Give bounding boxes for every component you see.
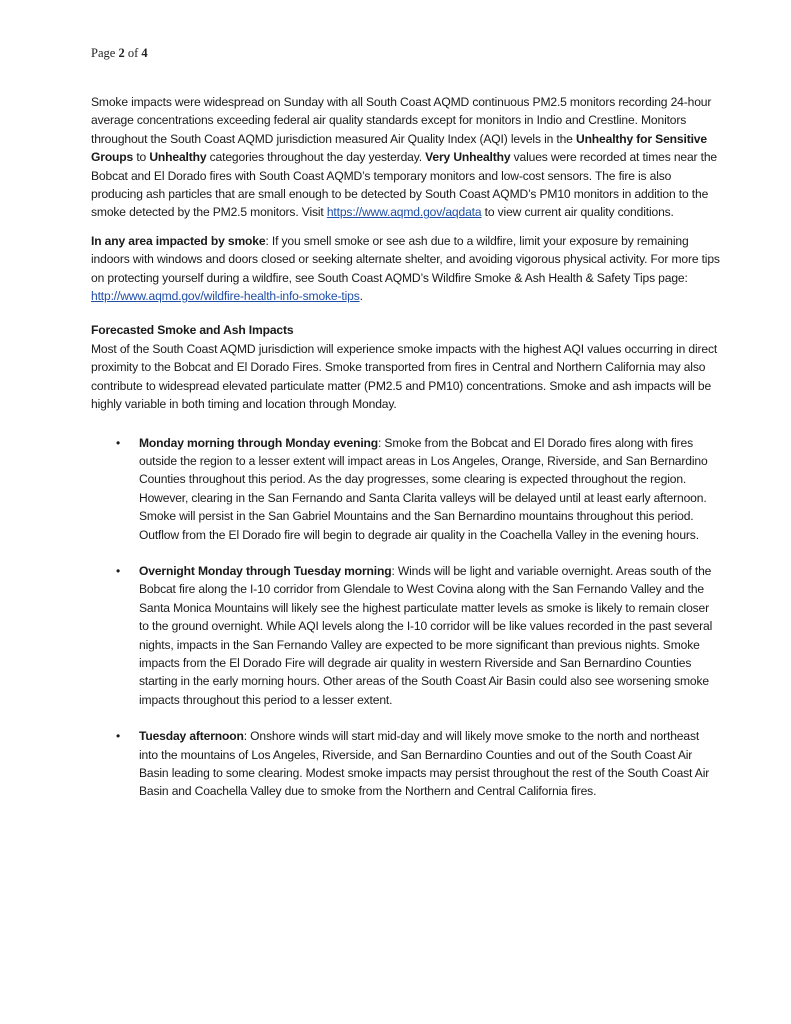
page-current: 2 bbox=[118, 46, 125, 60]
intro-text: to view current air quality conditions. bbox=[481, 205, 674, 220]
smoke-tips-lead: In any area impacted by smoke bbox=[91, 233, 266, 248]
page-prefix: Page bbox=[91, 46, 119, 60]
page-total: 4 bbox=[141, 46, 148, 60]
forecast-paragraph: Most of the South Coast AQMD jurisdiction will experience smoke impacts with the highest AQI values occurring in direct proximity to the Bobcat and El Dorado Fires. Smoke transported from fires in Central and Northern California may also contribute to widespread elevated particulate matter (PM2.5 and PM10) concentrations. Smoke and ash impacts will be highly variable in both timing and location through Monday. bbox=[91, 341, 718, 412]
list-item bbox=[91, 434, 721, 544]
period-label: Monday morning through Monday evening bbox=[139, 435, 379, 450]
bullet-icon: • bbox=[116, 563, 121, 578]
period-label: Overnight Monday through Tuesday morning bbox=[139, 563, 392, 578]
intro-text: to bbox=[133, 150, 150, 165]
aqi-category-unhealthy: Unhealthy bbox=[149, 150, 207, 165]
intro-paragraph bbox=[91, 93, 721, 222]
bullet-icon: • bbox=[116, 729, 121, 744]
aqi-category-usg: Unhealthy for Sensitive Groups bbox=[91, 131, 707, 165]
aqi-category-very-unhealthy: Very Unhealthy bbox=[425, 150, 511, 165]
smoke-tips-text: . bbox=[359, 289, 363, 304]
period-text: : Winds will be light and variable overnight. Areas south of the Bobcat fire along the I-10 corridor from Glendale to West Covina along with the San Fernando Valley and the Santa Monica Mountains will likely see the highest particulate matter levels as smoke is likely to remain closer to the ground overnight. While AQI levels along the I-10 corridor will be like values recorded in the past several nights, impacts in the San Fernando Valley are expected to be more significant than previous nights. Smoke impacts from the El Dorado Fire will degrade air quality in western Riverside and San Bernardino Counties starting in the early morning hours. Other areas of the South Coast Air Basin could also see worsening smoke impacts throughout this period to a lesser extent. bbox=[139, 563, 713, 707]
intro-text: categories throughout the day yesterday. bbox=[206, 150, 426, 165]
page-number bbox=[91, 46, 148, 61]
forecast-list bbox=[91, 434, 721, 801]
period-text: : Smoke from the Bobcat and El Dorado fires along with fires outside the region to a lesser extent will impact areas in Los Angeles, Orange, Riverside, and San Bernardino Counties throughout this period. As the day progresses, some clearing is expected throughout the region. However, clearing in the San Fernando and Santa Clarita valleys will be delayed until at least early afternoon. Smoke will persist in the San Gabriel Mountains and the San Bernardino mountains throughout this period. Outflow from the El Dorado fire will begin to degrade air quality in the Coachella Valley in the evening hours. bbox=[139, 435, 708, 542]
smoke-tips-text: : If you smell smoke or see ash due to a wildfire, limit your exposure by remaining indoors with windows and doors closed or seeking alternate shelter, and avoiding vigorous physical activity. For more tips on protecting yourself during a wildfire, see South Coast AQMD’s Wildfire Smoke & Ash Health & Safety Tips page: bbox=[91, 233, 720, 285]
intro-text: Smoke impacts were widespread on Sunday with all South Coast AQMD continuous PM2.5 monitors recording 24-hour average concentrations exceeding federal air quality standards except for monitors in Indio and Crestline. Monitors throughout the South Coast AQMD jurisdiction measured Air Quality Index (AQI) levels in the bbox=[91, 95, 712, 146]
aqdata-link[interactable]: https://www.aqmd.gov/aqdata bbox=[326, 205, 482, 220]
forecast-heading: Forecasted Smoke and Ash Impacts bbox=[91, 323, 294, 338]
document-body bbox=[91, 93, 721, 819]
page-of: of bbox=[124, 46, 142, 60]
smoke-tips-link[interactable]: http://www.aqmd.gov/wildfire-health-info-smoke-tips bbox=[91, 289, 360, 304]
period-text: : Onshore winds will start mid-day and will likely move smoke to the north and northeast into the mountains of Los Angeles, Riverside, and San Bernardino Counties and out of the South Coast Air Basin leading to some clearing. Modest smoke impacts may persist throughout the rest of the South Coast Air Basin and Coachella Valley due to smoke from the Northern and Central California fires. bbox=[139, 729, 710, 799]
intro-text: values were recorded at times near the Bobcat and El Dorado fires with South Coast AQMD’s temporary monitors and low-cost sensors. The fire is also producing ash particles that are small enough to be detected by South Coast AQMD’s PM10 monitors in addition to the smoke detected by the PM2.5 monitors. Visit bbox=[91, 150, 718, 220]
period-label: Tuesday afternoon bbox=[139, 729, 244, 744]
list-item bbox=[91, 562, 721, 709]
bullet-icon: • bbox=[116, 435, 121, 450]
smoke-tips-paragraph bbox=[91, 232, 721, 306]
list-item bbox=[91, 727, 721, 801]
